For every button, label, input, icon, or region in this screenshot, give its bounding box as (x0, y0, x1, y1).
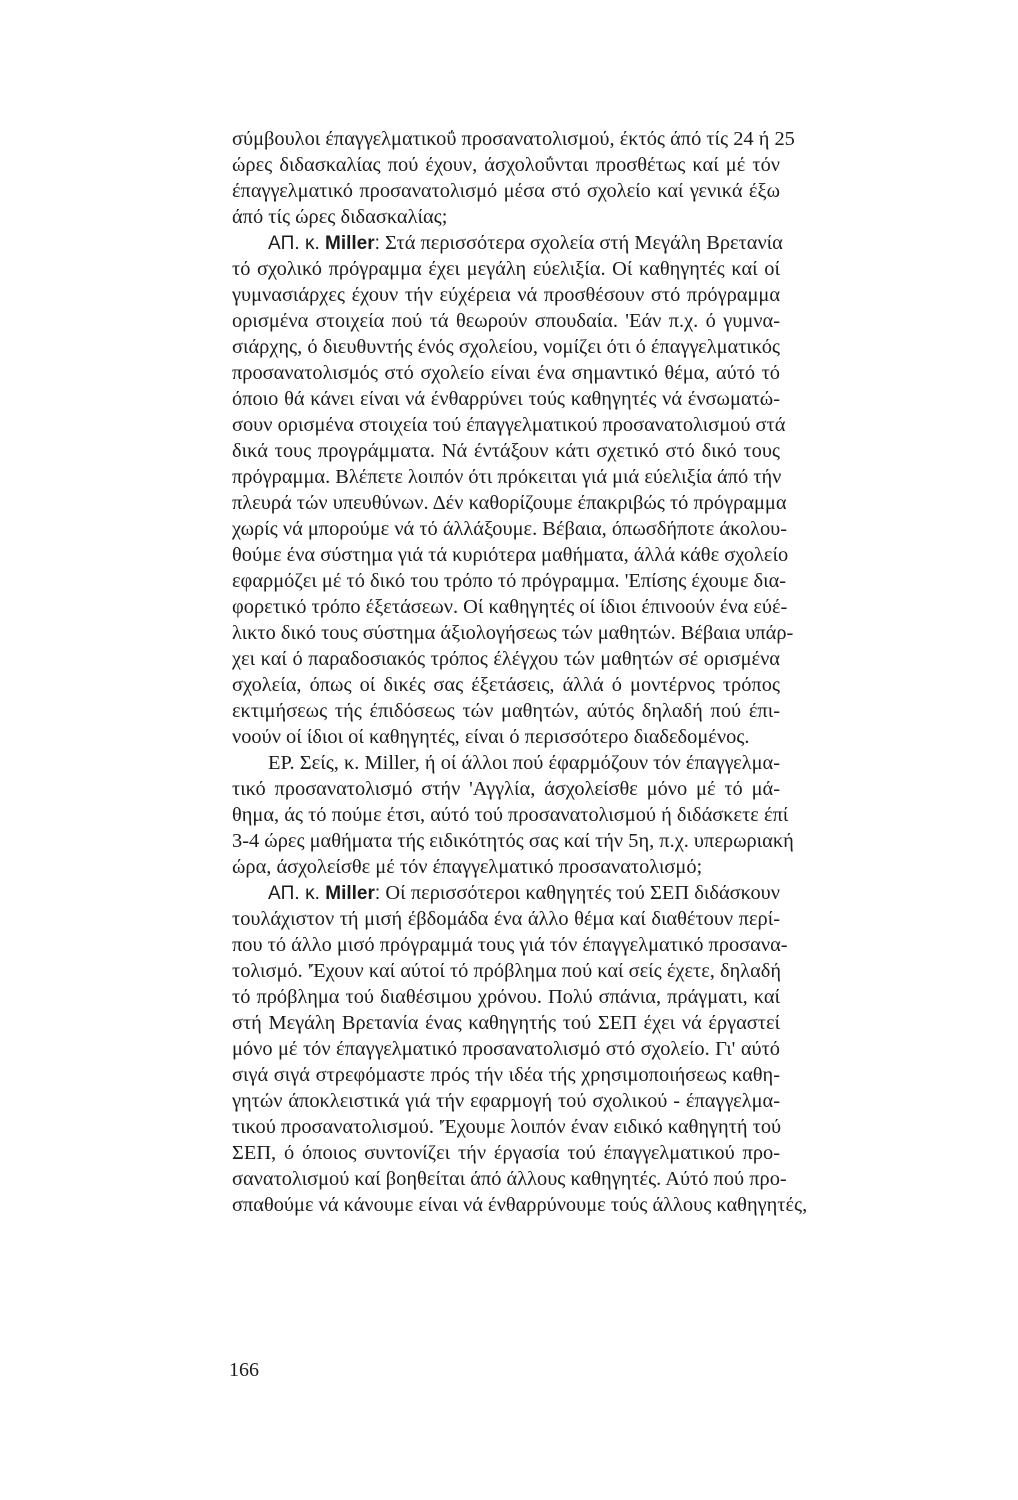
text-line: χωρίς νά μπορούμε νά τό άλλάξουμε. Βέβαια, όπωσδήποτε άκολου- (232, 518, 788, 540)
text-line: έπαγγελματικό προσανατολισμό μέσα στό σχολείο καί γενικά έξω (232, 180, 780, 202)
text-line: φορετικό τρόπο έξετάσεων. Οί καθηγητές οί ίδιοι έπινοούν ένα εύέ- (232, 596, 788, 618)
text-line: δικά τους προγράμματα. Νά έντάξουν κάτι σχετικό στό δικό τους (232, 440, 780, 462)
question-paragraph-start: ΕΡ. Σείς, κ. Miller, ή οί άλλοι πού έφαρμόζουν τόν έπαγγελμα- (268, 752, 780, 774)
text-line: σανατολισμού καί βοηθείται άπό άλλους καθηγητές. Αύτό πού προ- (232, 1168, 787, 1190)
page-number: 166 (229, 1359, 259, 1381)
speaker-label: ΑΠ. κ. Miller: (268, 883, 381, 904)
text-line: ορισμένα στοιχεία πού τά θεωρούν σπουδαία. 'Εάν π.χ. ό γυμνα- (232, 310, 780, 332)
text-line: μόνο μέ τόν έπαγγελματικό προσανατολισμό στό σχολείο. Γι' αύτό (232, 1038, 780, 1060)
text-line: στή Μεγάλη Βρετανία ένας καθηγητής τού ΣΕΠ έχει νά έργαστεί (232, 1012, 780, 1034)
text-line: χει καί ό παραδοσιακός τρόπος έλέγχου τών μαθητών σέ ορισμένα (232, 648, 780, 670)
text-line: σπαθούμε νά κάνουμε είναι νά ένθαρρύνουμε τούς άλλους καθηγητές, (232, 1194, 808, 1216)
text-line: όποιο θά κάνει είναι νά ένθαρρύνει τούς καθηγητές νά ένσωματώ- (232, 388, 780, 410)
answer-paragraph-start (232, 230, 783, 256)
text-line: τικό προσανατολισμό στήν 'Αγγλία, άσχολείσθε μόνο μέ τό μά- (232, 778, 780, 800)
speaker-name: Miller (325, 883, 375, 904)
text-line: θημα, άς τό πούμε έτσι, αύτό τού προσανατολισμού ή διδάσκετε έπί (232, 804, 789, 826)
text-line: πρόγραμμα. Βλέπετε λοιπόν ότι πρόκειται γιά μιά εύελιξία άπό τήν (232, 466, 782, 488)
text-line: σουν ορισμένα στοιχεία τού έπαγγελματικού προσανατολισμού στά (232, 414, 786, 436)
text-line: ώρα, άσχολείσθε μέ τόν έπαγγελματικό προσανατολισμό; (232, 856, 703, 878)
text-line: ώρες διδασκαλίας πού έχουν, άσχολοΰνται προσθέτως καί μέ τόν (232, 154, 780, 176)
text-line: πλευρά τών υπευθύνων. Δέν καθορίζουμε έπακριβώς τό πρόγραμμα (232, 492, 787, 514)
page-body (232, 126, 808, 1218)
text-line: που τό άλλο μισό πρόγραμμά τους γιά τόν έπαγγελματικό προσανα- (232, 934, 788, 956)
text-line: τικού προσανατολισμού. 'Έχουμε λοιπόν έναν ειδικό καθηγητή τού (232, 1116, 782, 1138)
speaker-name: Miller (325, 233, 375, 254)
text-line: σιάρχης, ό διευθυντής ένός σχολείου, νομίζει ότι ό έπαγγελματικός (232, 336, 780, 358)
speaker-label: ΑΠ. κ. Miller: (268, 233, 380, 254)
text-line: τό σχολικό πρόγραμμα έχει μεγάλη εύελιξία. Οί καθηγητές καί οί (232, 258, 780, 280)
text-line: εκτιμήσεως τής έπιδόσεως τών μαθητών, αύτός δηλαδή πού έπι- (232, 700, 780, 722)
text-line: άπό τίς ώρες διδασκαλίας; (232, 206, 448, 228)
text-line: νοούν οί ίδιοι οί καθηγητές, είναι ό περισσότερο διαδεδομένος. (232, 726, 750, 748)
text-line: τό πρόβλημα τού διαθέσιμου χρόνου. Πολύ σπάνια, πράγματι, καί (232, 986, 780, 1008)
text-line: τολισμό. 'Έχουν καί αύτοί τό πρόβλημα πού καί σείς έχετε, δηλαδή (232, 960, 782, 982)
text-line: γυμνασιάρχες έχουν τήν εύχέρεια νά προσθέσουν στό πρόγραμμα (232, 284, 780, 306)
text-line: τουλάχιστον τή μισή έβδομάδα ένα άλλο θέμα καί διαθέτουν περί- (232, 908, 780, 930)
text-line: σύμβουλοι έπαγγελματικοΰ προσανατολισμού, έκτός άπό τίς 24 ή 25 (232, 128, 795, 150)
text-line: σιγά σιγά στρεφόμαστε πρός τήν ιδέα τής χρησιμοποιήσεως καθη- (232, 1064, 780, 1086)
answer-paragraph-start (232, 880, 780, 906)
text-line: 3-4 ώρες μαθήματα τής ειδικότητός σας καί τήν 5η, π.χ. υπερωριακή (232, 830, 794, 852)
text-line: εφαρμόζει μέ τό δικό του τρόπο τό πρόγραμμα. 'Επίσης έχουμε δια- (232, 570, 787, 592)
text-line: Στά περισσότερα σχολεία στή Μεγάλη Βρετανία (385, 232, 783, 254)
text-line: θούμε ένα σύστημα γιά τά κυριότερα μαθήματα, άλλά κάθε σχολείο (232, 544, 789, 566)
text-line: λικτο δικό τους σύστημα άξιολογήσεως τών μαθητών. Βέβαια υπάρ- (232, 622, 794, 644)
text-line: σχολεία, όπως οί δικές σας έξετάσεις, άλλά ό μοντέρνος τρόπος (232, 674, 780, 696)
text-line: γητών άποκλειστικά γιά τήν εφαρμογή τού σχολικού - έπαγγελμα- (232, 1090, 780, 1112)
text-line: Οί περισσότεροι καθηγητές τού ΣΕΠ διδάσκουν (385, 882, 780, 904)
text-line: ΣΕΠ, ό όποιος συντονίζει τήν έργασία τού έπαγγελματικού προ- (232, 1142, 780, 1164)
text-line: προσανατολισμός στό σχολείο είναι ένα σημαντικό θέμα, αύτό τό (232, 362, 780, 384)
